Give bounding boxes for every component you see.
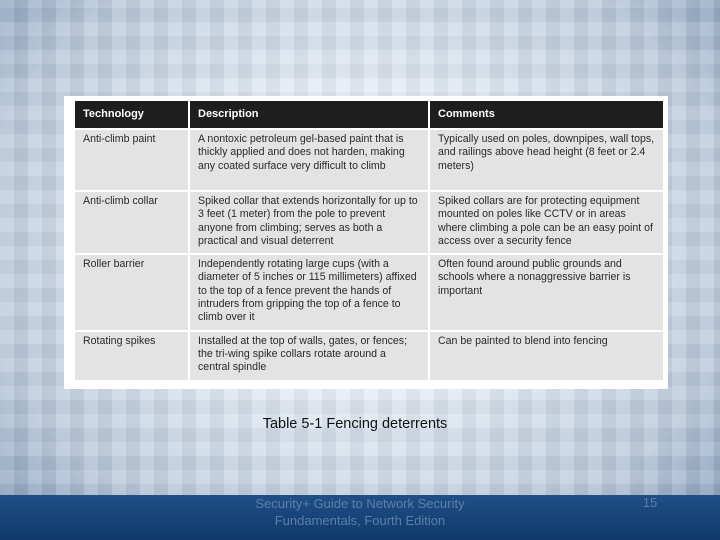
cell-description: A nontoxic petroleum gel-based paint that is thickly applied and does not harden, making any coated surface very difficult to climb <box>190 130 428 190</box>
cell-comments: Often found around public grounds and schools where a nonaggressive barrier is important <box>430 255 663 329</box>
cell-comments: Typically used on poles, downpipes, wall tops, and railings above head height (8 feet or 2.4 meters) <box>430 130 663 190</box>
table-header-row <box>75 101 663 128</box>
header-technology: Technology <box>75 101 188 128</box>
fencing-deterrents-table <box>73 99 665 382</box>
page-number: 15 <box>642 495 658 510</box>
header-comments: Comments <box>430 101 663 128</box>
table-row <box>75 332 663 380</box>
cell-technology: Roller barrier <box>75 255 188 329</box>
table-row <box>75 130 663 190</box>
cell-comments: Can be painted to blend into fencing <box>430 332 663 380</box>
cell-description: Installed at the top of walls, gates, or fences; the tri-wing spike collars rotate around a central spindle <box>190 332 428 380</box>
caption-text: Table 5-1 Fencing deterrents <box>262 416 448 432</box>
cell-technology: Rotating spikes <box>75 332 188 380</box>
cell-comments: Spiked collars are for protecting equipment mounted on poles like CCTV or in areas where climbing a pole can be an easy point of access over a security fence <box>430 192 663 253</box>
table-row <box>75 255 663 329</box>
table-image <box>64 96 668 389</box>
footer-book-title: Security+ Guide to Network Security Fundamentals, Fourth Edition <box>255 496 465 528</box>
table-caption <box>0 416 720 432</box>
cell-description: Independently rotating large cups (with a diameter of 5 inches or 115 millimeters) affixed to the top of a fence prevent the hands of intruders from gripping the top of a fence to climb over it <box>190 255 428 329</box>
cell-technology: Anti-climb collar <box>75 192 188 253</box>
header-description: Description <box>190 101 428 128</box>
table-row <box>75 192 663 253</box>
cell-technology: Anti-climb paint <box>75 130 188 190</box>
cell-description: Spiked collar that extends horizontally for up to 3 feet (1 meter) from the pole to prevent anyone from climbing; serves as both a practical and visual deterrent <box>190 192 428 253</box>
